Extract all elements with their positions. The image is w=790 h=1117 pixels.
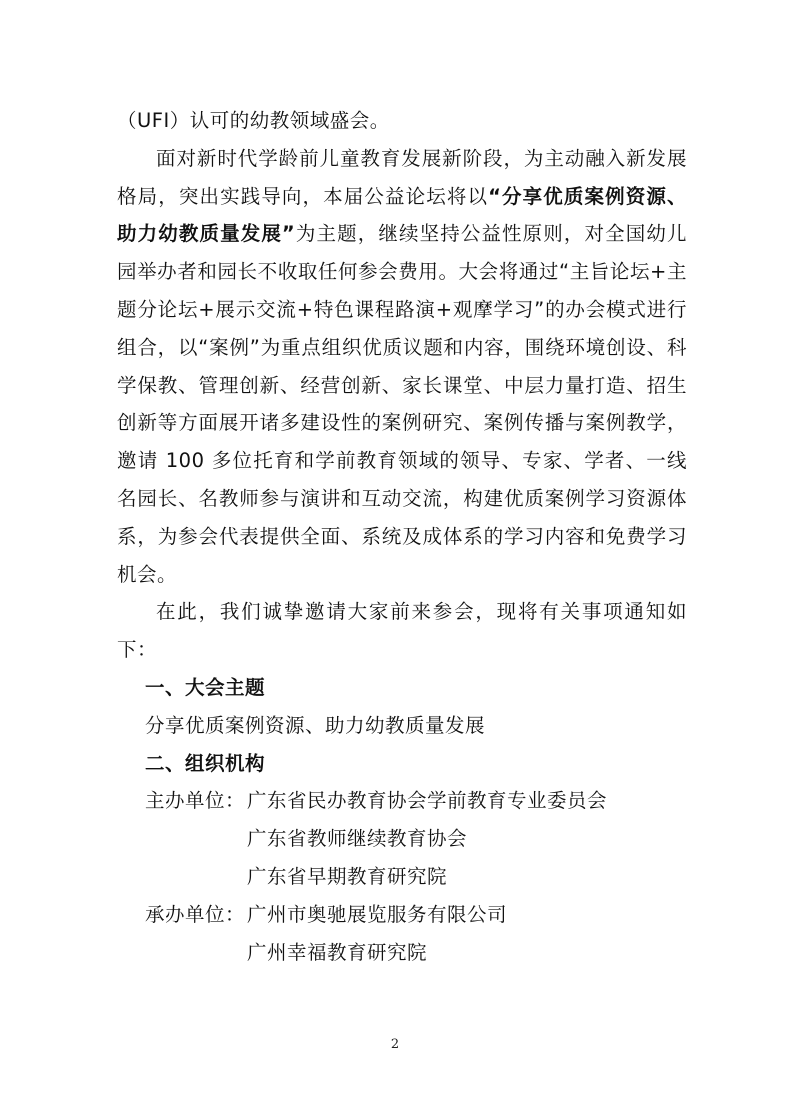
organizer-label: 承办单位：: [145, 902, 246, 926]
host-label: 主办单位：: [145, 789, 246, 813]
description-part-a: 面对新时代学龄前儿童教育发展新阶段，为主动融入新发展格局，突出实践导向，本届公益论坛将以: [117, 146, 687, 208]
document-body: [117, 102, 687, 971]
forum-description-paragraph: [117, 140, 687, 594]
intro-fragment-paragraph: （UFI）认可的幼教领域盛会。: [117, 109, 390, 132]
section-heading-organization: 二、组织机构: [145, 751, 266, 775]
host-row: [117, 782, 687, 820]
organizer-unit: 广州市奥驰展览服务有限公司: [247, 902, 508, 926]
invitation-paragraph: 在此，我们诚挚邀请大家前来参会，现将有关事项通知如下：: [117, 600, 687, 662]
host-unit: 广东省教师继续教育协会: [247, 827, 468, 851]
section-heading-theme: 一、大会主题: [145, 675, 266, 699]
section-body-theme: 分享优质案例资源、助力幼教质量发展: [145, 713, 486, 737]
organizer-row: [117, 896, 687, 934]
page-number: 2: [390, 1037, 400, 1052]
host-unit: 广东省民办教育协会学前教育专业委员会: [247, 789, 608, 813]
description-part-b: 为主题，继续坚持公益性原则，对全国幼儿园举办者和园长不收取任何参会费用。大会将通过“主旨论坛+主题分论坛+展示交流+特色课程路演+观摩学习”的办会模式进行组合，以“案例”为重点组织优质议题和内容，围绕环境创设、科学保教、管理创新、经营创新、家长课堂、中层力量打造、招生创新等方面展开诸多建设性的案例研究、案例传播与案例教学，邀请 100 多位托育和学前教育领域的领导、专家、学者、一线名园长、名教师参与演讲和互动交流，构建优质案例学习资源体系，为参会代表提供全面、系统及成体系的学习内容和免费学习机会。: [117, 222, 687, 586]
host-unit: 广东省早期教育研究院: [247, 864, 448, 888]
organizer-unit: 广州幸福教育研究院: [247, 940, 428, 964]
forum-theme-bold: “分享优质案例资源、助力幼教质量发展”: [117, 184, 687, 246]
